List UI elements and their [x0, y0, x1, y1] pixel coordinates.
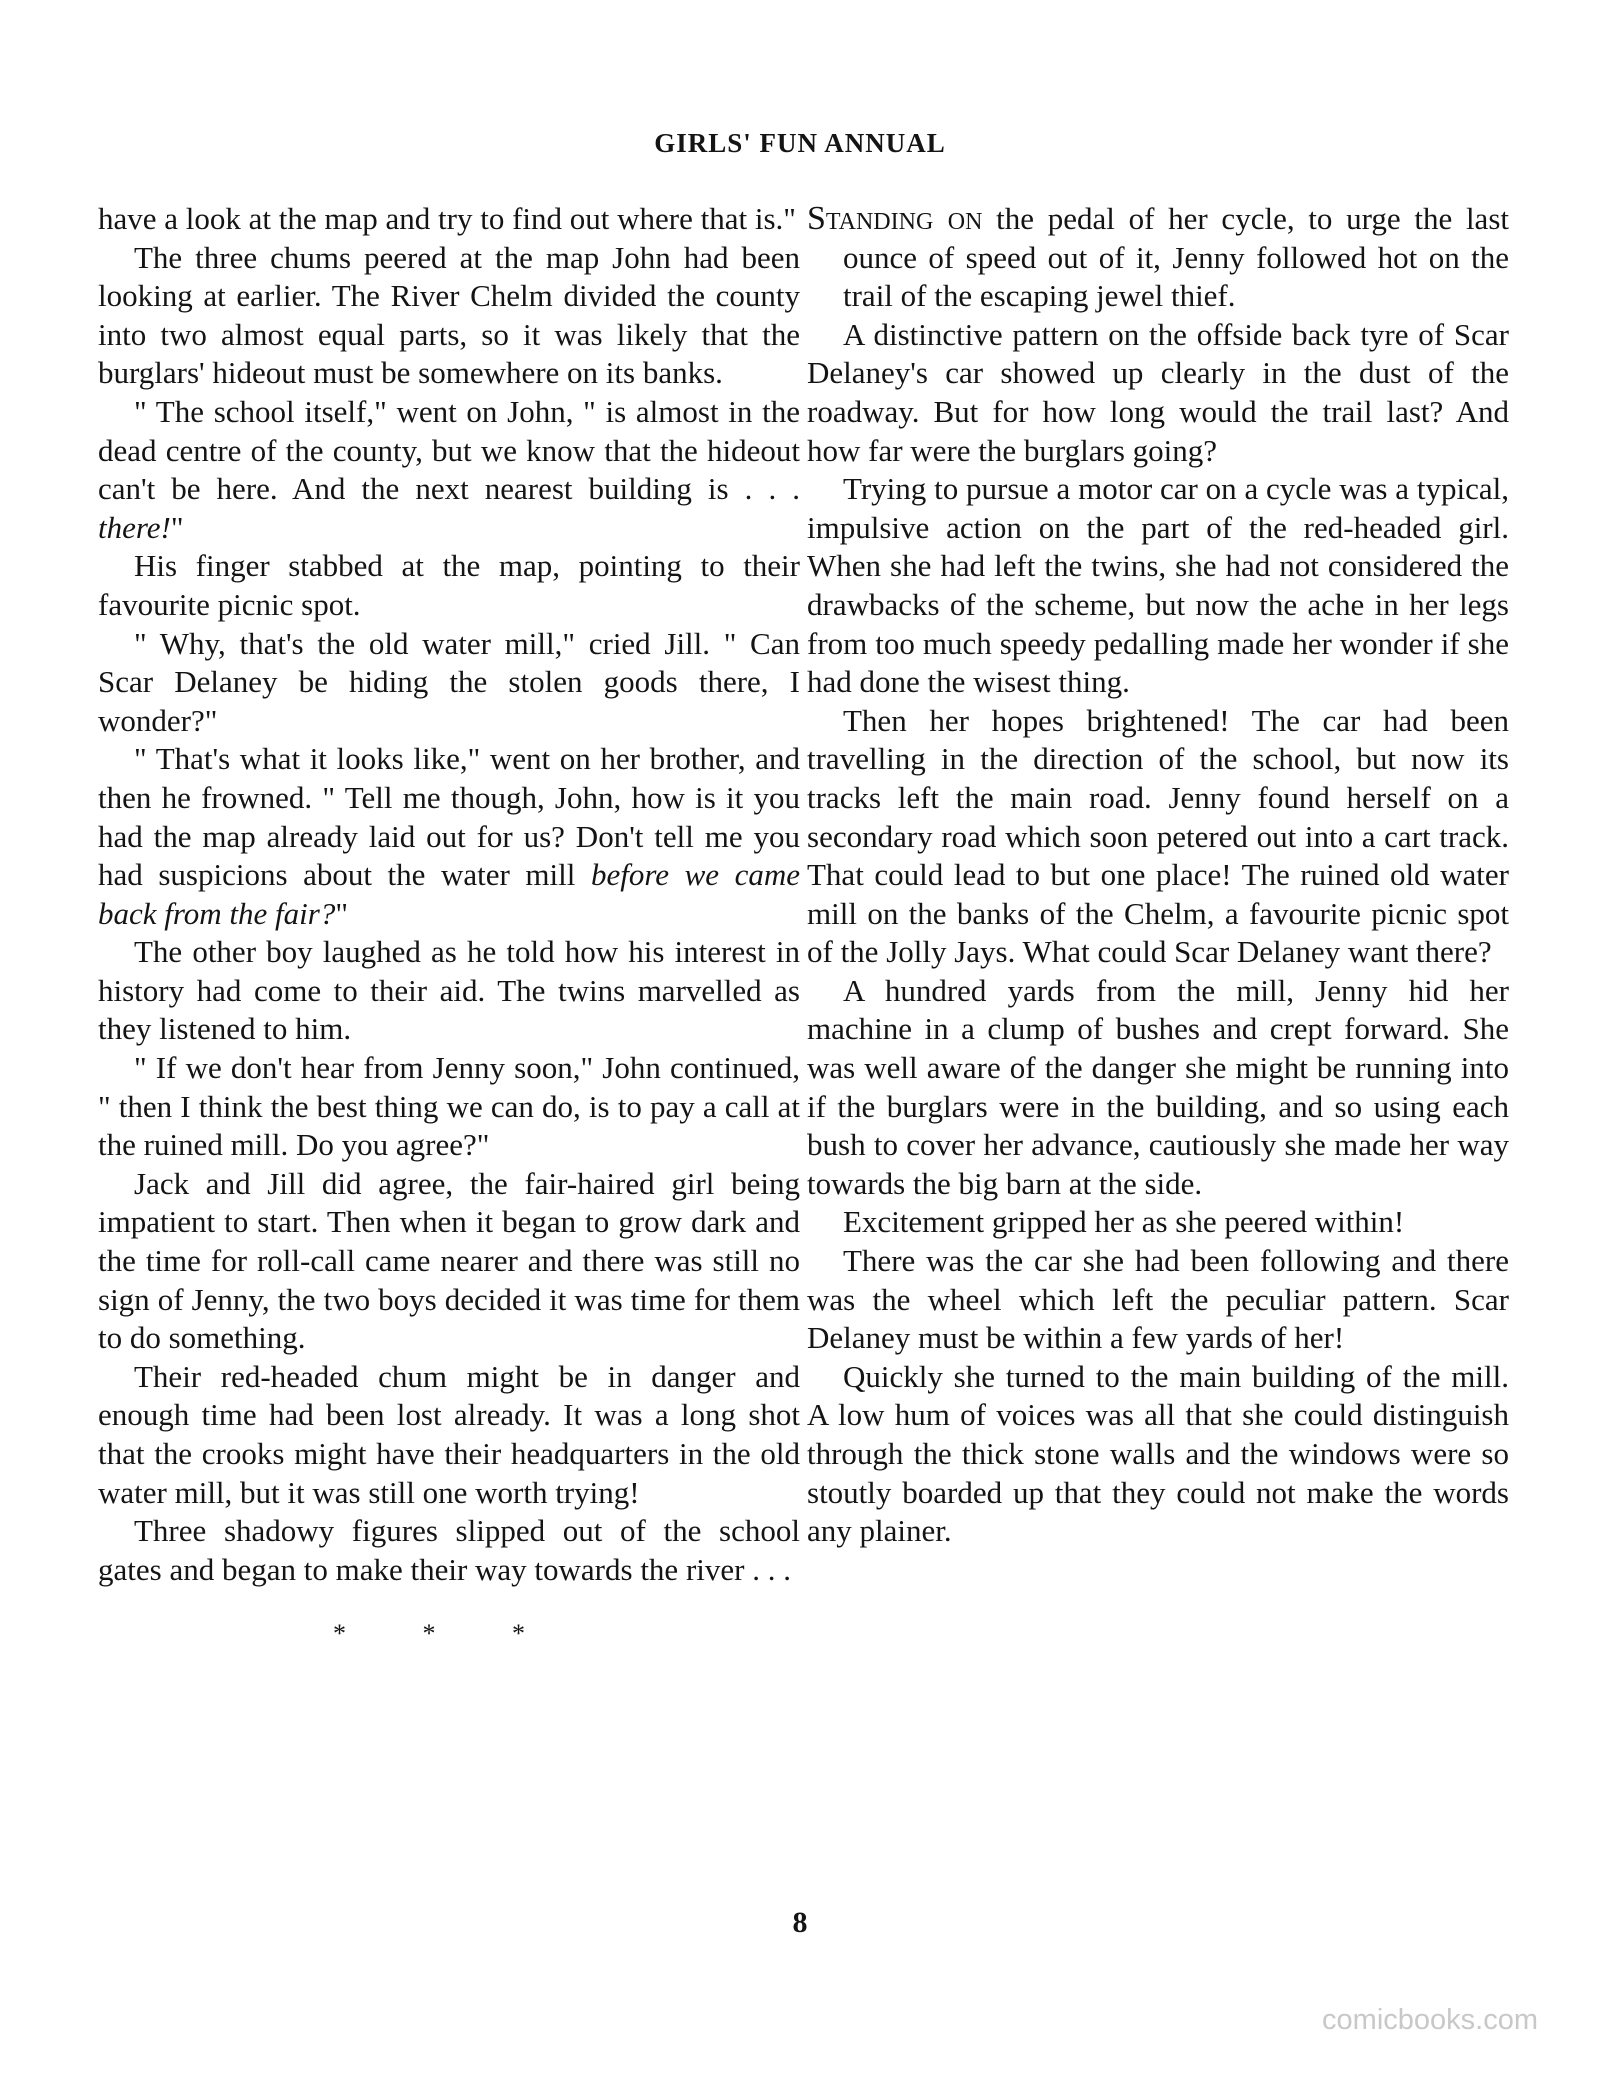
- left-column: [98, 200, 800, 1654]
- paragraph: Their red-headed chum might be in danger and enough time had been lost already. It was a long shot that the crooks might have their headquarters in the old water mill, but it was still one worth trying!: [98, 1358, 800, 1510]
- paragraph: A distinctive pattern on the offside back tyre of Scar Delaney's car showed up clearly in the dust of the roadway. But for how long would the trail last? And how far were the burglars going?: [807, 316, 1509, 468]
- watermark: comicbooks.com: [1322, 2004, 1538, 2036]
- right-column: [807, 200, 1509, 1551]
- emphasis: there!: [98, 509, 171, 545]
- paragraph: There was the car she had been following and there was the wheel which left the peculiar pattern. Scar Delaney must be within a few yards of her!: [807, 1243, 1509, 1356]
- opening-paragraph: [807, 200, 1509, 316]
- paragraph: Three shadowy figures slipped out of the school gates and began to make their way towards the river . . .: [98, 1513, 800, 1587]
- opening-caps: Standing on: [807, 200, 983, 237]
- paragraph: Quickly she turned to the main building of the mill. A low hum of voices was all that she could distinguish through the thick stone walls and the windows were so stoutly boarded up that they could not make the words any plainer.: [807, 1358, 1509, 1549]
- paragraph: The three chums peered at the map John had been looking at earlier. The River Chelm divided the county into two almost equal parts, so it was likely that the burglars' hideout must be somewhere on its banks.: [98, 239, 800, 391]
- paragraph-text: " The school itself," went on John, " is almost in the dead centre of the county, but we know that the hideout can't be here. And the next nearest building is . . .: [98, 393, 800, 507]
- paragraph: [98, 393, 800, 547]
- paragraph: The other boy laughed as he told how his interest in history had come to their aid. The twins marvelled as they listened to him.: [98, 934, 800, 1047]
- emphasis: before we came back from the fair?: [98, 857, 800, 931]
- paragraph: A hundred yards from the mill, Jenny hid her machine in a clump of bushes and crept forward. She was well aware of the danger she might be running into if the burglars were in the building, and so using each bush to cover her advance, cautiously she made her way towards the big barn at the side.: [807, 972, 1509, 1201]
- closing-quote: ": [170, 509, 184, 545]
- paragraph: Then her hopes brightened! The car had been travelling in the direction of the school, but now its tracks left the main road. Jenny found herself on a secondary road which soon petered out into a cart track. That could lead to but one place! The ruined old water mill on the banks of the Chelm, a favourite picnic spot of the Jolly Jays. What could Scar Delaney want there?: [807, 702, 1509, 970]
- paragraph: " If we don't hear from Jenny soon," John continued, " then I think the best thing we can do, is to pay a call at the ruined mill. Do you agree?": [98, 1050, 800, 1163]
- running-header: GIRLS' FUN ANNUAL: [654, 128, 946, 158]
- paragraph: have a look at the map and try to find out where that is.": [98, 201, 796, 236]
- page-number: 8: [792, 1906, 808, 1939]
- paragraph: Trying to pursue a motor car on a cycle was a typical, impulsive action on the part of the red-headed girl. When she had left the twins, she had not considered the drawbacks of the scheme, but now the ache in her legs from too much speedy pedalling made her wonder if she had done the wisest thing.: [807, 471, 1509, 700]
- paragraph: Excitement gripped her as she peered within!: [843, 1204, 1405, 1240]
- paragraph: His finger stabbed at the map, pointing to their favourite picnic spot.: [98, 548, 800, 622]
- closing-quote: ": [335, 895, 348, 931]
- opening-text: the pedal of her cycle, to urge the last ounce of speed out of it, Jenny followed hot on the trail of the escaping jewel thief.: [843, 201, 1509, 314]
- section-break-stars: * * *: [333, 1619, 525, 1649]
- paragraph: " Why, that's the old water mill," cried Jill. " Can Scar Delaney be hiding the stolen goods there, I wonder?": [98, 625, 800, 738]
- paragraph-text: " That's what it looks like," went on her brother, and then he frowned. " Tell me though, John, how is it you had the map already laid out for us? Don't tell me you had suspicions about the water mill: [98, 741, 800, 893]
- paragraph: Jack and Jill did agree, the fair-haired girl being impatient to start. Then when it began to grow dark and the time for roll-call came nearer and there was still no sign of Jenny, the two boys decided it was time for them to do something.: [98, 1165, 800, 1356]
- paragraph: [98, 740, 800, 933]
